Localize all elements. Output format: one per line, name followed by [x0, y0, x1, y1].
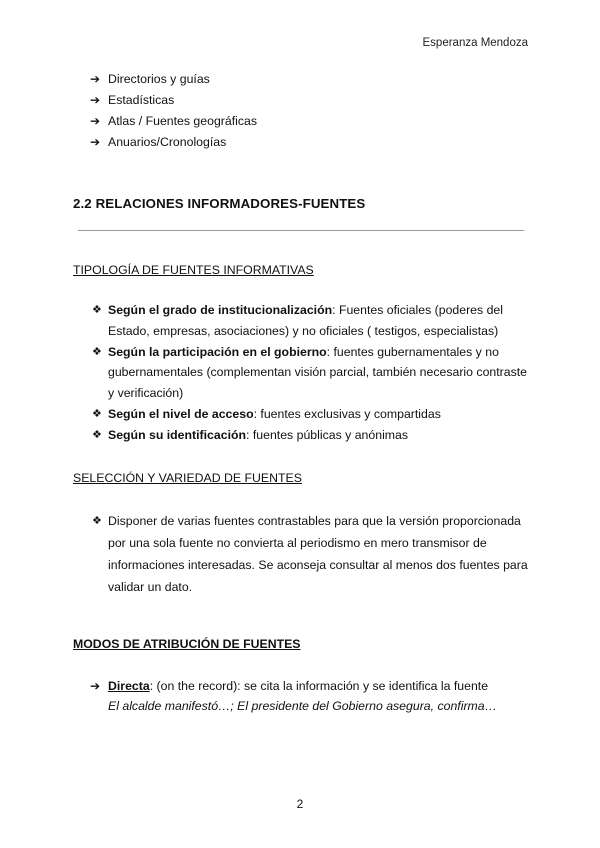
item-term: Según el nivel de acceso [108, 406, 254, 421]
diamond-bullet-icon: ❖ [92, 515, 102, 527]
arrow-icon: ➔ [90, 135, 101, 149]
diamond-bullet-icon: ❖ [92, 345, 102, 358]
seleccion-heading: SELECCIÓN Y VARIEDAD DE FUENTES [73, 471, 302, 485]
attribution-line [90, 676, 530, 696]
intro-list [90, 70, 257, 154]
arrow-icon: ➔ [90, 72, 101, 86]
tipologia-heading: TIPOLOGÍA DE FUENTES INFORMATIVAS [73, 263, 314, 277]
item-text: : fuentes públicas y anónimas [246, 427, 409, 442]
item-text: : fuentes exclusivas y compartidas [253, 406, 441, 421]
list-item [92, 404, 532, 425]
tipologia-list [92, 300, 532, 446]
diamond-bullet-icon: ❖ [92, 304, 102, 316]
diamond-bullet-icon: ❖ [92, 407, 102, 420]
attribution-example: El alcalde manifestó…; El presidente del Gobierno asegura, confirma… [108, 699, 497, 713]
list-item [90, 91, 257, 112]
arrow-icon: ➔ [90, 114, 101, 128]
list-item-text: Anuarios/Cronologías [108, 135, 227, 149]
list-item [90, 112, 257, 133]
list-item-text: Atlas / Fuentes geográficas [108, 114, 258, 128]
item-text: Disponer de varias fuentes contrastables para que la versión proporcionada por una sola fuente no convierta al periodismo en mero transmisor de informaciones interesadas. Se aconseja consultar al menos dos fuentes para validar un dato. [108, 514, 528, 594]
page-number: 2 [296, 797, 304, 811]
list-item [90, 70, 257, 91]
list-item-text: Directorios y guías [108, 72, 210, 86]
header-author: Esperanza Mendoza [422, 37, 528, 49]
attribution-term: Directa [108, 679, 150, 693]
diamond-bullet-icon: ❖ [92, 428, 102, 441]
item-term: Según la participación en el gobierno [108, 344, 327, 359]
modos-heading: MODOS DE ATRIBUCIÓN DE FUENTES [73, 637, 301, 651]
arrow-icon: ➔ [90, 93, 101, 107]
item-term: Según el grado de institucionalización [108, 303, 333, 317]
list-item [92, 300, 532, 342]
item-text: : fuentes gubernamentales y no gubernamentales (complementan visión parcial, también necesario contraste y verificación) [108, 344, 528, 401]
list-item-text: Estadísticas [108, 93, 175, 107]
arrow-icon: ➔ [90, 679, 101, 693]
list-item [92, 342, 532, 404]
section-divider [78, 230, 524, 231]
section-title: 2.2 RELACIONES INFORMADORES-FUENTES [73, 196, 366, 211]
item-text: : Fuentes oficiales (poderes del Estado, empresas, asociaciones) y no oficiales ( testigos, especialistas) [108, 303, 503, 338]
list-item [92, 425, 532, 446]
attribution-item [90, 676, 530, 716]
list-item [90, 133, 257, 154]
seleccion-list [92, 510, 532, 598]
item-term: Según su identificación [108, 427, 247, 442]
attribution-text: : (on the record): se cita la información y se identifica la fuente [149, 679, 489, 693]
list-item [92, 510, 532, 598]
